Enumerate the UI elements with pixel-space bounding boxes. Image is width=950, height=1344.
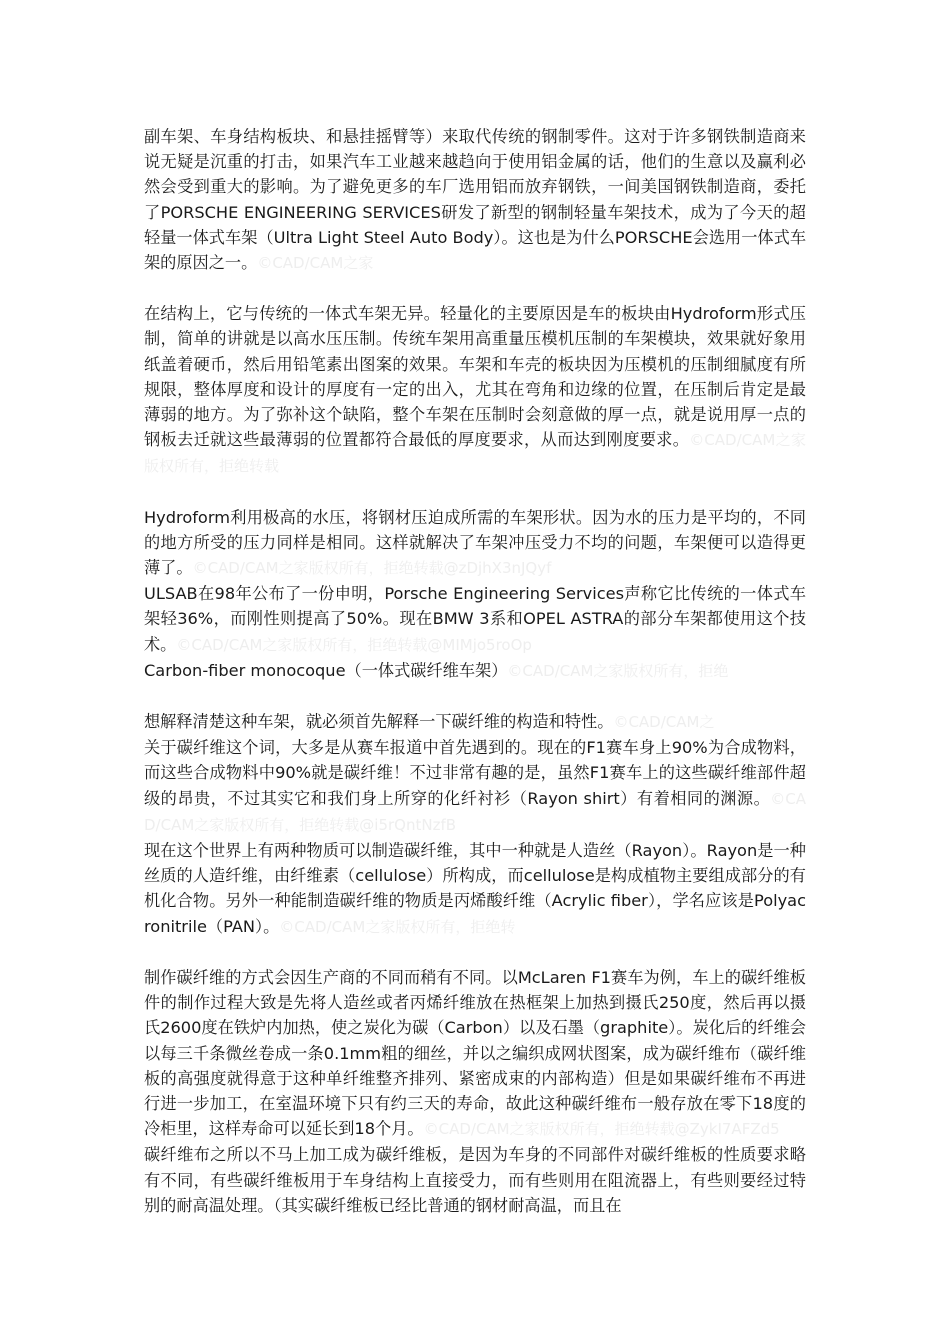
paragraph-text: 制作碳纤维的方式会因生产商的不同而稍有不同。以McLaren F1赛车为例，车上的碳纤维板件的制作过程大致是先将人造丝或者丙烯纤维放在热框架上加热到摄氏250度，然后再以摄氏2600度在铁炉内加热，使之炭化为碳（Carbon）以及石墨（graphite）。炭化后的纤维会以每三千条微丝卷成一条0.1mm粗的细丝，并以之编织成网状图案，成为碳纤维布（碳纤维板的高强度就得意于这种单纤维整齐排列、紧密成束的内部构造）但是如果碳纤维布不再进行进一步加工，在室温环境下只有约三天的寿命，故此这种碳纤维布一般存放在零下18度的冷柜里，这样寿命可以延长到18个月。 bbox=[144, 967, 806, 1139]
paragraph bbox=[144, 301, 806, 479]
paragraph bbox=[144, 1142, 806, 1219]
paragraph bbox=[144, 505, 806, 582]
paragraph-text: 副车架、车身结构板块、和悬挂摇臂等）来取代传统的钢制零件。这对于许多钢铁制造商来说无疑是沉重的打击，如果汽车工业越来越趋向于使用铝金属的话，他们的生意以及赢利必然会受到重大的影响。为了避免更多的车厂选用铝而放弃钢铁，一间美国钢铁制造商，委托了PORSCHE ENGINEERING SERVICES研发了新型的钢制轻量车架技术，成为了今天的超轻量一体式车架（Ultra Light Steel Auto Body）。这也是为什么PORSCHE会选用一体式车架的原因之一。 bbox=[144, 127, 806, 273]
watermark-text: ©CAD/CAM之家版权所有，拒绝转载 bbox=[144, 431, 806, 476]
section-heading bbox=[144, 658, 806, 684]
watermark-text: ©CAD/CAM之 bbox=[613, 713, 715, 732]
watermark-text: ©CAD/CAM之家版权所有，拒绝转载@zDjhX3nJQyf bbox=[192, 559, 552, 578]
paragraph bbox=[144, 124, 806, 276]
paragraph-text: Hydroform利用极高的水压，将钢材压迫成所需的车架形状。因为水的压力是平均的，不同的地方所受的压力同样是相同。这样就解决了车架冲压受力不均的问题，车架便可以造得更薄了。 bbox=[144, 507, 806, 578]
watermark-text: ©CAD/CAM之家版权所有，拒绝转载@MIMjo5roOp bbox=[176, 635, 532, 654]
paragraph bbox=[144, 838, 806, 940]
paragraph-text: 关于碳纤维这个词，大多是从赛车报道中首先遇到的。现在的F1赛车身上90%为合成物料，而这些合成物料中90%就是碳纤维！不过非常有趣的是，虽然F1赛车上的这些碳纤维部件超级的昂贵，不过其实它和我们身上所穿的化纤衬衫（Rayon shirt）有着相同的渊源。 bbox=[144, 738, 806, 808]
watermark-text: ©CAD/CAM之家版权所有，拒绝转载@ZykI7AFZd5 bbox=[423, 1120, 780, 1139]
paragraph-text: ULSAB在98年公布了一份申明，Porsche Engineering Services声称它比传统的一体式车架轻36%，而刚性则提高了50%。现在BMW 3系和OPEL ASTRA的部分车架都使用这个技术。 bbox=[144, 584, 806, 654]
document-page bbox=[144, 124, 806, 1219]
paragraph bbox=[144, 581, 806, 658]
watermark-text: ©CAD/CAM之家 bbox=[257, 254, 374, 273]
watermark-text: ©CAD/CAM之家版权所有，拒绝转载@i5rQntNzfB bbox=[144, 789, 806, 834]
paragraph-text: 碳纤维布之所以不马上加工成为碳纤维板，是因为车身的不同部件对碳纤维板的性质要求略有不同，有些碳纤维板用于车身结构上直接受力，而有些则用在阻流器上，有些则要经过特别的耐高温处理。（其实碳纤维板已经比普通的钢材耐高温，而且在 bbox=[144, 1145, 806, 1215]
paragraph bbox=[144, 735, 806, 838]
watermark-text: ©CAD/CAM之家版权所有，拒绝转 bbox=[279, 917, 516, 936]
paragraph-text: 想解释清楚这种车架，就必须首先解释一下碳纤维的构造和特性。 bbox=[144, 712, 614, 732]
paragraph-text: 在结构上，它与传统的一体式车架无异。轻量化的主要原因是车的板块由Hydroform形式压制，简单的讲就是以高水压压制。传统车架用高重量压模机压制的车架模块，效果就好象用纸盖着硬币，然后用铅笔素出图案的效果。车架和车壳的板块因为压模机的压制细腻度有所规限，整体厚度和设计的厚度有一定的出入，尤其在弯角和边缘的位置，在压制后肯定是最薄弱的地方。为了弥补这个缺陷，整个车架在压制时会刻意做的厚一点，就是说用厚一点的钢板去迁就这些最薄弱的位置都符合最低的厚度要求，从而达到刚度要求。 bbox=[144, 304, 806, 450]
paragraph bbox=[144, 709, 806, 735]
paragraph-text: 现在这个世界上有两种物质可以制造碳纤维，其中一种就是人造丝（Rayon）。Rayon是一种丝质的人造纤维，由纤维素（cellulose）所构成，而cellulose是构成植物主要组成部分的有机化合物。另外一种能制造碳纤维的物质是丙烯酸纤维（Acrylic fiber），学名应该是Polyacronitrile（PAN）。 bbox=[144, 841, 806, 936]
paragraph bbox=[144, 965, 806, 1142]
paragraph-text: Carbon-fiber monocoque（一体式碳纤维车架） bbox=[144, 660, 508, 680]
watermark-text: ©CAD/CAM之家版权所有，拒绝 bbox=[507, 661, 729, 680]
